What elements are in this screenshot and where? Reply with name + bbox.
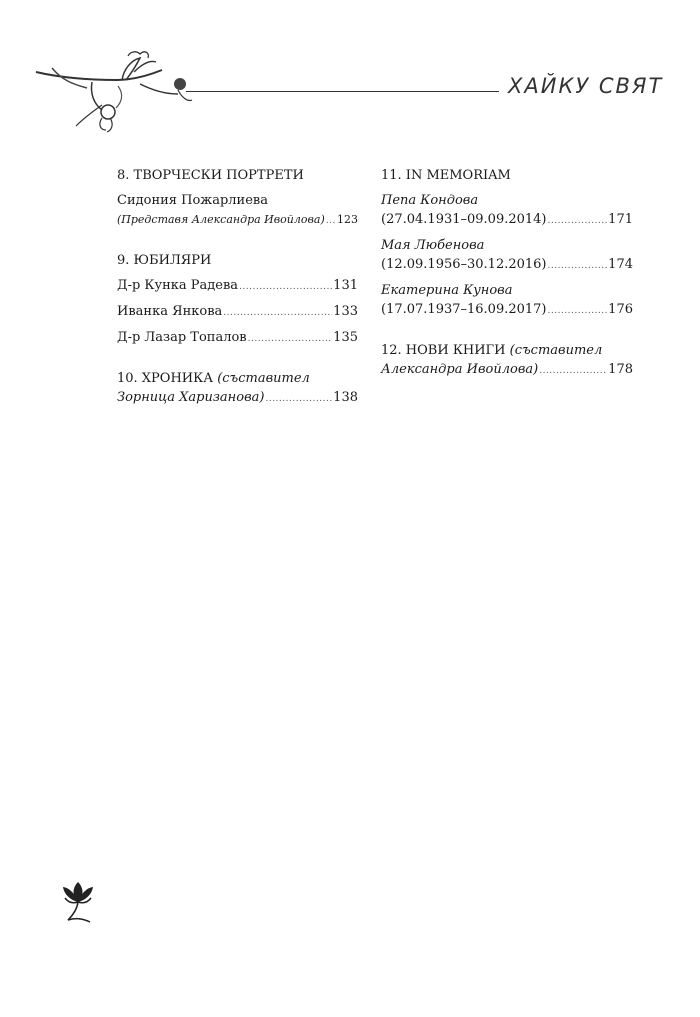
entry-dates: (12.09.1956–30.12.2016) <box>381 257 547 272</box>
toc-section-10 <box>117 369 358 409</box>
section-title: 10. ХРОНИКА <box>117 371 214 386</box>
entry-name: Сидония Пожарлиева <box>117 193 268 208</box>
entry-dates: (27.04.1931–09.09.2014) <box>381 212 547 227</box>
page-number: 133 <box>333 304 358 319</box>
leader-dots <box>548 255 608 276</box>
page-number: 178 <box>608 362 633 377</box>
toc-entry <box>117 276 358 297</box>
page-number: 131 <box>333 278 358 293</box>
toc-section-8 <box>117 166 358 231</box>
toc-entry <box>381 191 633 231</box>
toc-entry <box>117 328 358 349</box>
toc-left-column <box>117 166 358 429</box>
toc-right-column <box>381 166 633 401</box>
lotus-icon <box>60 878 96 926</box>
leader-dots <box>548 300 608 321</box>
section-title: 9. ЮБИЛЯРИ <box>117 253 212 268</box>
page-number: 135 <box>333 330 358 345</box>
page-number: 176 <box>608 302 633 317</box>
entry-note: (Представя Александра Ивойлова) <box>117 213 325 226</box>
entry-name: Иванка Янкова <box>117 304 223 319</box>
leader-dots <box>248 328 333 349</box>
journal-title: ХАЙКУ СВЯТ <box>508 74 664 98</box>
flower-ornament-icon <box>32 50 197 135</box>
page-number: 123 <box>337 213 358 226</box>
section-title: 8. ТВОРЧЕСКИ ПОРТРЕТИ <box>117 168 304 183</box>
section-note: (съставител <box>509 343 603 358</box>
entry-name: Д-р Кунка Радева <box>117 278 239 293</box>
section-note: Александра Ивойлова) <box>381 362 539 377</box>
toc-entry <box>381 281 633 321</box>
page-number: 171 <box>608 212 633 227</box>
entry-name: Пепа Кондова <box>381 193 479 208</box>
section-title: 11. IN MEMORIAM <box>381 168 511 183</box>
toc-entry <box>117 191 358 231</box>
leader-dots <box>239 276 332 297</box>
entry-name: Д-р Лазар Топалов <box>117 330 247 345</box>
entry-name: Екатерина Кунова <box>381 283 513 298</box>
header-rule <box>186 91 499 92</box>
leader-dots <box>265 388 332 409</box>
leader-dots <box>539 360 607 381</box>
section-title: 12. НОВИ КНИГИ <box>381 343 506 358</box>
entry-name: Мая Любенова <box>381 238 485 253</box>
section-note: (съставител <box>217 371 310 386</box>
toc-entry <box>381 236 633 276</box>
leader-dots <box>326 210 336 231</box>
toc-section-9 <box>117 251 358 349</box>
toc-entry <box>117 302 358 323</box>
entry-dates: (17.07.1937–16.09.2017) <box>381 302 547 317</box>
leader-dots <box>223 302 332 323</box>
toc-section-12 <box>381 341 633 381</box>
section-note: Зорница Харизанова) <box>117 390 265 405</box>
toc-section-11 <box>381 166 633 321</box>
page-number: 138 <box>333 390 358 405</box>
leader-dots <box>548 210 608 231</box>
page-number: 174 <box>608 257 633 272</box>
